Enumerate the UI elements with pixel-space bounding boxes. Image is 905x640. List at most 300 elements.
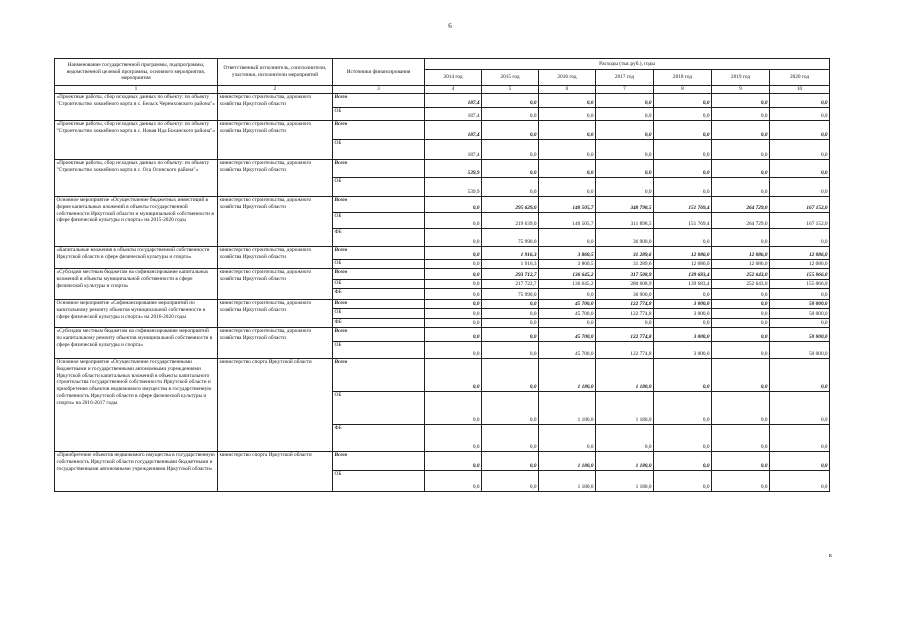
funding-source: Всего: [333, 452, 424, 471]
amount: 50 000,0: [770, 309, 829, 319]
funding-source: ФБ: [334, 319, 342, 325]
amount: 0,0: [529, 152, 537, 159]
year-amount-cell: [770, 452, 830, 492]
amount: 0,0: [529, 320, 537, 327]
amount: 0,0: [760, 113, 768, 120]
amount: 122 774,8: [596, 300, 653, 309]
amount: 0,0: [820, 152, 828, 159]
amount: 75 990,0: [517, 292, 537, 299]
amount: 280 608,9: [596, 280, 653, 289]
activity-name: «Приобретение объектов недвижимого имущества в государственную собственность Иркутской области государственными бюджетными и государственными автономными учреждениями Иркутской области»: [55, 452, 218, 492]
funding-source: ОБ: [334, 178, 342, 184]
funding-source: ОБ: [334, 471, 342, 477]
amount: 0,0: [770, 160, 829, 178]
amount: 0,0: [425, 309, 481, 319]
header-year: 2014 год: [425, 70, 482, 86]
amount: 0,0: [482, 359, 538, 392]
year-amount-cell: [654, 452, 712, 492]
amount: 122 774,8: [596, 309, 653, 319]
amount: 0,0: [712, 328, 769, 342]
header-year: 2016 год: [539, 70, 596, 86]
amount: 0,0: [529, 113, 537, 120]
column-index: 4: [425, 86, 482, 94]
amount: 0,0: [586, 239, 594, 246]
amount: 252 643,0: [712, 280, 769, 289]
amount: 0,0: [654, 452, 711, 471]
amount: 0,0: [770, 359, 829, 392]
amount: 0,0: [482, 121, 538, 140]
amount: 295 629,0: [482, 197, 538, 213]
year-amount-cell: [596, 269, 654, 300]
amount: 0,0: [712, 160, 769, 178]
amount: 0,0: [529, 189, 537, 196]
year-amount-cell: [654, 359, 712, 452]
responsible-executor: министерство строительства, дорожного хозяйства Иркутской области: [218, 328, 333, 359]
funding-source: ОБ: [333, 213, 424, 229]
table-row: [55, 197, 830, 247]
year-amount-cell: [596, 359, 654, 452]
amount: 3 000,0: [693, 351, 710, 358]
amount: 187,4: [467, 152, 480, 159]
amount: 0,0: [820, 484, 828, 491]
amount: 0,0: [539, 121, 595, 140]
activity-name: Основное мероприятие «Софинансирование мероприятий по капитальному ремонту объектов муниципальной собственности в сфере физической культуры и спорта» на 2016-2020 годы: [55, 300, 218, 328]
amount: 0,0: [760, 239, 768, 246]
amount: 252 643,0: [712, 269, 769, 280]
funding-source-cell: [333, 247, 425, 269]
amount: 0,0: [482, 300, 538, 309]
table-row: [55, 269, 830, 300]
year-amount-cell: [482, 452, 539, 492]
year-amount-cell: [482, 160, 539, 197]
amount: 0,0: [472, 239, 480, 246]
year-amount-cell: [425, 328, 482, 359]
column-index: 7: [596, 86, 654, 94]
year-amount-cell: [654, 269, 712, 300]
amount: 1 180,0: [596, 452, 653, 471]
funding-source-cell: [333, 452, 425, 492]
year-amount-cell: [770, 197, 830, 247]
year-amount-cell: [425, 452, 482, 492]
year-amount-cell: [539, 359, 596, 452]
year-amount-cell: [596, 452, 654, 492]
amount: 0,0: [472, 320, 480, 327]
trailing-mark: к: [829, 553, 832, 559]
amount: 0,0: [770, 452, 829, 471]
amount: 12 086,0: [654, 247, 711, 260]
amount: 45 700,0: [539, 309, 595, 319]
amount: 0,0: [770, 94, 829, 108]
amount: 0,0: [644, 152, 652, 159]
year-amount-cell: [425, 269, 482, 300]
column-index: 9: [712, 86, 770, 94]
year-amount-cell: [712, 452, 770, 492]
header-year: 2018 год: [654, 70, 712, 86]
column-index: 5: [482, 86, 539, 94]
budget-table: [54, 58, 830, 492]
year-amount-cell: [654, 300, 712, 328]
amount: 0,0: [596, 160, 653, 178]
amount: 0,0: [712, 309, 769, 319]
header-year: 2015 год: [482, 70, 539, 86]
funding-source: Всего: [333, 94, 424, 108]
amount: 0,0: [586, 292, 594, 299]
header-source: Источники финансирования: [333, 59, 425, 86]
amount: 0,0: [712, 300, 769, 309]
year-amount-cell: [482, 359, 539, 452]
amount: 0,0: [654, 94, 711, 108]
amount: 187,4: [467, 113, 480, 120]
amount: 140 505,7: [539, 213, 595, 229]
header-year: 2017 год: [596, 70, 654, 86]
amount: 264 729,0: [712, 213, 769, 229]
amount: 12 086,0: [712, 247, 769, 260]
table-row: [55, 300, 830, 328]
amount: 0,0: [586, 444, 594, 451]
year-amount-cell: [596, 247, 654, 269]
table-row: [55, 247, 830, 269]
amount: 0,0: [820, 444, 828, 451]
funding-source: ОБ: [334, 108, 342, 114]
year-amount-cell: [712, 300, 770, 328]
amount: 0,0: [820, 292, 828, 299]
amount: 0,0: [529, 351, 537, 358]
amount: 0,0: [482, 328, 538, 342]
year-amount-cell: [425, 247, 482, 269]
activity-name: Основное мероприятие «Осуществление государственными бюджетными и государственными автономными учреждениями Иркутской области капитальных вложений в объекты капитального строительства государственной собственности Иркутской области и приобретение объектов недвижимого имущества в государственную собственность Иркутской области в сфере физической культуры и спорта» на 2016-2017 годы: [55, 359, 218, 452]
amount: 0,0: [654, 121, 711, 140]
year-amount-cell: [654, 94, 712, 121]
amount: 0,0: [482, 452, 538, 471]
funding-source-cell: [333, 121, 425, 160]
funding-source: ОБ: [334, 260, 342, 266]
amount: 122 774,8: [596, 328, 653, 342]
amount: 0,0: [472, 444, 480, 451]
amount: 31 289,6: [632, 261, 652, 268]
activity-name: Основное мероприятие «Осуществление бюджетных инвестиций в форме капитальных вложений в объекты государственной собственности Иркутской области и муниципальной собственности в сфере физической культуры и спорта» на 2015-2020 годы: [55, 197, 218, 247]
year-amount-cell: [425, 197, 482, 247]
amount: 136 645,2: [539, 280, 595, 289]
responsible-executor: министерство строительства, дорожного хозяйства Иркутской области: [218, 269, 333, 300]
year-amount-cell: [770, 121, 830, 160]
responsible-executor: министерство строительства, дорожного хозяйства Иркутской области: [218, 197, 333, 247]
amount: 0,0: [425, 452, 481, 471]
responsible-executor: министерство спорта Иркутской области: [218, 359, 333, 452]
activity-name: «Субсидии местным бюджетам на софинансирование мероприятий по капитальному ремонту объектов муниципальной собственности в сфере физической культуры и спорта»: [55, 328, 218, 359]
year-amount-cell: [770, 269, 830, 300]
year-amount-cell: [482, 94, 539, 121]
amount: 0,0: [760, 189, 768, 196]
funding-source: ФБ: [334, 289, 342, 295]
year-amount-cell: [712, 247, 770, 269]
amount: 0,0: [529, 484, 537, 491]
column-index: 3: [333, 86, 425, 94]
amount: 3 860,5: [539, 247, 595, 260]
amount: 0,0: [425, 359, 481, 392]
amount: 0,0: [654, 160, 711, 178]
amount: 539,9: [425, 160, 481, 178]
amount: 0,0: [425, 392, 481, 425]
header-name: Наименование государственной программы, подпрограммы, ведомственной целевой программы, основного мероприятия, мероприятия: [55, 59, 218, 86]
amount: 187,4: [425, 121, 481, 140]
year-amount-cell: [482, 300, 539, 328]
funding-source-cell: [333, 269, 425, 300]
responsible-executor: министерство строительства, дорожного хозяйства Иркутской области: [218, 94, 333, 121]
year-amount-cell: [654, 328, 712, 359]
funding-source: Всего: [333, 300, 424, 309]
amount: 0,0: [770, 392, 829, 425]
amount: 0,0: [586, 320, 594, 327]
year-amount-cell: [770, 160, 830, 197]
funding-source: ОБ: [334, 342, 342, 348]
amount: 219 639,0: [482, 213, 538, 229]
amount: 3 000,0: [654, 309, 711, 319]
activity-name: «Проектные работы, сбор исходных данных по объекту: по объекту "Строительство хоккейного корта в с. Оса Осинского района"»: [55, 160, 218, 197]
amount: 0,0: [425, 197, 481, 213]
amount: 317 508,9: [596, 269, 653, 280]
year-amount-cell: [539, 452, 596, 492]
year-amount-cell: [539, 160, 596, 197]
funding-source-cell: [333, 328, 425, 359]
amount: 0,0: [712, 121, 769, 140]
amount: 3 000,0: [654, 328, 711, 342]
year-amount-cell: [712, 160, 770, 197]
funding-source: Всего: [333, 121, 424, 140]
funding-source: ФБ: [334, 425, 342, 431]
year-amount-cell: [482, 197, 539, 247]
amount: 0,0: [539, 94, 595, 108]
year-amount-cell: [539, 269, 596, 300]
amount: 3 860,5: [577, 261, 594, 268]
amount: 12 086,0: [770, 247, 829, 260]
year-amount-cell: [539, 247, 596, 269]
amount: 1 180,0: [577, 484, 594, 491]
amount: 0,0: [644, 113, 652, 120]
amount: 0,0: [482, 309, 538, 319]
year-amount-cell: [770, 359, 830, 452]
amount: 0,0: [596, 121, 653, 140]
amount: 0,0: [712, 94, 769, 108]
amount: 348 798,5: [596, 197, 653, 213]
year-amount-cell: [654, 197, 712, 247]
table-row: [55, 121, 830, 160]
amount: 0,0: [820, 239, 828, 246]
activity-name: «Субсидии местным бюджетам на софинансирование капитальных вложений в объекты муниципальной собственности в сфере физической культуры и спорта»: [55, 269, 218, 300]
year-amount-cell: [596, 328, 654, 359]
year-amount-cell: [482, 247, 539, 269]
amount: 0,0: [712, 392, 769, 425]
year-amount-cell: [596, 160, 654, 197]
amount: 12 086,0: [748, 261, 768, 268]
year-amount-cell: [596, 197, 654, 247]
amount: 0,0: [586, 189, 594, 196]
year-amount-cell: [712, 269, 770, 300]
amount: 0,0: [760, 484, 768, 491]
amount: 155 066,0: [770, 269, 829, 280]
funding-source: ОБ: [333, 392, 424, 425]
amount: 1 180,0: [539, 359, 595, 392]
year-amount-cell: [539, 197, 596, 247]
year-amount-cell: [712, 359, 770, 452]
amount: 50 000,0: [770, 328, 829, 342]
year-amount-cell: [770, 300, 830, 328]
amount: 155 066,0: [770, 280, 829, 289]
amount: 293 712,7: [482, 269, 538, 280]
amount: 0,0: [644, 320, 652, 327]
amount: 0,0: [596, 94, 653, 108]
amount: 217 722,7: [482, 280, 538, 289]
amount: 167 152,0: [770, 213, 829, 229]
amount: 36 900,0: [632, 292, 652, 299]
amount: 31 289,6: [596, 247, 653, 260]
year-amount-cell: [596, 300, 654, 328]
amount: 0,0: [760, 320, 768, 327]
amount: 1 180,0: [596, 359, 653, 392]
header-responsible: Ответственный исполнитель, соисполнители, участники, исполнители мероприятий: [218, 59, 333, 86]
funding-source-cell: [333, 197, 425, 247]
activity-name: «Проектные работы, сбор исходных данных по объекту: по объекту "Строительство хоккейного корта в с. Новая Ида Боханского района"»: [55, 121, 218, 160]
year-amount-cell: [482, 121, 539, 160]
amount: 122 774,8: [630, 351, 652, 358]
amount: 0,0: [702, 444, 710, 451]
amount: 539,9: [467, 189, 480, 196]
amount: 1 180,0: [635, 484, 652, 491]
amount: 0,0: [702, 239, 710, 246]
amount: 45 700,0: [539, 300, 595, 309]
amount: 0,0: [820, 320, 828, 327]
amount: 36 900,0: [632, 239, 652, 246]
funding-source-cell: [333, 94, 425, 121]
year-amount-cell: [425, 359, 482, 452]
amount: 0,0: [425, 300, 481, 309]
amount: 0,0: [482, 94, 538, 108]
amount: 0,0: [702, 189, 710, 196]
activity-name: «Проектные работы, сбор исходных данных по объекту: по объекту "Строительство хоккейного корта в с. Бельск Черемховского района"»: [55, 94, 218, 121]
year-amount-cell: [654, 121, 712, 160]
header-year: 2019 год: [712, 70, 770, 86]
activity-name: «Капитальные вложения в объекты государственной собственности Иркутской области в сфере физической культуры и спорта»: [55, 247, 218, 269]
amount: 0,0: [425, 328, 481, 342]
amount: 0,0: [425, 247, 481, 260]
amount: 0,0: [770, 121, 829, 140]
year-amount-cell: [712, 121, 770, 160]
amount: 1 180,0: [539, 452, 595, 471]
amount: 50 000,0: [809, 351, 828, 358]
amount: 0,0: [529, 444, 537, 451]
amount: 0,0: [702, 320, 710, 327]
column-index: 8: [654, 86, 712, 94]
funding-source: ФБ: [334, 229, 342, 235]
funding-source: Всего: [333, 197, 424, 213]
amount: 0,0: [644, 444, 652, 451]
amount: 12 086,0: [690, 261, 710, 268]
year-amount-cell: [770, 247, 830, 269]
funding-source: ОБ: [334, 140, 342, 146]
column-index: 10: [770, 86, 830, 94]
funding-source-cell: [333, 160, 425, 197]
year-amount-cell: [425, 121, 482, 160]
table-row: [55, 328, 830, 359]
year-amount-cell: [596, 94, 654, 121]
amount: 0,0: [482, 392, 538, 425]
amount: 139 683,4: [654, 280, 711, 289]
year-amount-cell: [539, 328, 596, 359]
amount: 0,0: [586, 152, 594, 159]
amount: 187,4: [425, 94, 481, 108]
amount: 0,0: [760, 444, 768, 451]
year-amount-cell: [425, 300, 482, 328]
amount: 0,0: [654, 359, 711, 392]
year-amount-cell: [425, 94, 482, 121]
amount: 0,0: [820, 189, 828, 196]
amount: 167 152,0: [770, 197, 829, 213]
funding-source-cell: [333, 300, 425, 328]
funding-source: Всего: [333, 160, 424, 178]
amount: 139 683,4: [654, 269, 711, 280]
amount: 151 769,4: [654, 213, 711, 229]
year-amount-cell: [712, 94, 770, 121]
amount: 1 916,3: [482, 247, 538, 260]
responsible-executor: министерство строительства, дорожного хозяйства Иркутской области: [218, 247, 333, 269]
year-amount-cell: [539, 94, 596, 121]
amount: 0,0: [472, 484, 480, 491]
amount: 0,0: [425, 280, 481, 289]
page-number: 6: [448, 22, 452, 30]
amount: 3 000,0: [654, 300, 711, 309]
amount: 0,0: [712, 359, 769, 392]
year-amount-cell: [770, 328, 830, 359]
amount: 151 769,4: [654, 197, 711, 213]
amount: 0,0: [425, 213, 481, 229]
amount: 0,0: [712, 452, 769, 471]
amount: 75 990,0: [517, 239, 537, 246]
table-row: [55, 359, 830, 452]
amount: 0,0: [472, 351, 480, 358]
funding-source: ОБ: [333, 280, 424, 289]
amount: 0,0: [760, 292, 768, 299]
responsible-executor: министерство спорта Иркутской области: [218, 452, 333, 492]
amount: 0,0: [586, 113, 594, 120]
year-amount-cell: [770, 94, 830, 121]
year-amount-cell: [482, 328, 539, 359]
column-index: 1: [55, 86, 218, 94]
amount: 140 505,7: [539, 197, 595, 213]
funding-source: Всего: [333, 269, 424, 280]
year-amount-cell: [654, 160, 712, 197]
year-amount-cell: [654, 247, 712, 269]
responsible-executor: министерство строительства, дорожного хозяйства Иркутской области: [218, 121, 333, 160]
table-row: [55, 160, 830, 197]
header-year: 2020 год: [770, 70, 830, 86]
column-index: 2: [218, 86, 333, 94]
header-expenses: Расходы (тыс.руб.), годы: [425, 59, 830, 70]
responsible-executor: министерство строительства, дорожного хозяйства Иркутской области: [218, 160, 333, 197]
funding-source: ОБ: [333, 309, 424, 319]
amount: 0,0: [654, 392, 711, 425]
amount: 0,0: [702, 292, 710, 299]
year-amount-cell: [596, 121, 654, 160]
amount: 0,0: [702, 152, 710, 159]
amount: 45 700,0: [574, 351, 594, 358]
amount: 0,0: [539, 160, 595, 178]
year-amount-cell: [712, 328, 770, 359]
amount: 45 700,0: [539, 328, 595, 342]
year-amount-cell: [539, 300, 596, 328]
funding-source-cell: [333, 359, 425, 452]
year-amount-cell: [482, 269, 539, 300]
amount: 50 000,0: [770, 300, 829, 309]
amount: 1 180,0: [539, 392, 595, 425]
